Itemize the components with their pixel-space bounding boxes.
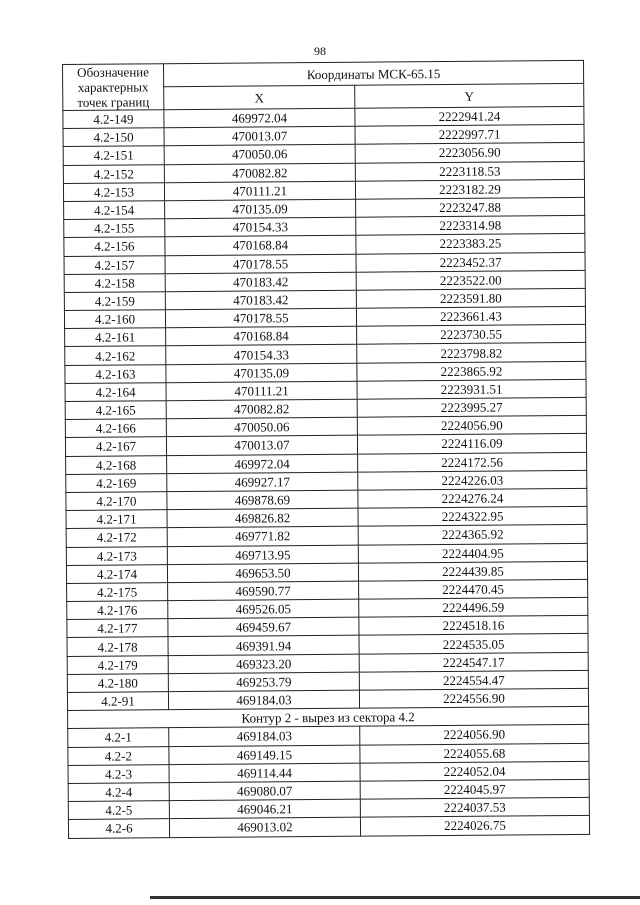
point-id-cell: 4.2-163	[65, 364, 166, 383]
y-value-cell: 2223056.90	[355, 143, 584, 163]
x-value-cell: 469713.95	[167, 545, 358, 565]
x-value-cell: 470135.09	[165, 199, 356, 219]
y-value-cell: 2224556.90	[359, 688, 588, 708]
x-value-cell: 469253.79	[168, 672, 359, 692]
x-value-cell: 470050.06	[164, 145, 355, 165]
x-value-cell: 469653.50	[167, 563, 358, 583]
point-id-cell: 4.2-165	[65, 401, 166, 420]
x-value-cell: 469826.82	[167, 508, 358, 528]
x-value-cell: 469771.82	[167, 527, 358, 547]
point-id-cell: 4.2-160	[64, 310, 165, 329]
page-number: 98	[314, 44, 326, 58]
point-id-cell: 4.2-176	[67, 601, 168, 620]
table-row	[68, 816, 589, 838]
point-id-cell: 4.2-3	[68, 764, 169, 783]
point-id-cell: 4.2-1	[68, 728, 169, 747]
point-id-cell: 4.2-169	[66, 473, 167, 492]
x-value-cell: 469927.17	[167, 472, 358, 492]
y-value-cell: 2224547.17	[359, 652, 588, 672]
y-value-cell: 2224535.05	[359, 634, 588, 654]
x-value-cell: 469391.94	[168, 636, 359, 656]
y-value-cell: 2224026.75	[360, 816, 589, 836]
y-value-cell: 2222997.71	[355, 125, 584, 145]
x-value-cell: 470154.33	[166, 345, 357, 365]
point-id-cell: 4.2-5	[68, 801, 169, 820]
y-value-cell: 2223522.00	[356, 270, 585, 290]
point-id-cell: 4.2-168	[66, 455, 167, 474]
y-value-cell: 2224365.92	[358, 525, 587, 545]
x-column-header: X	[164, 85, 355, 109]
point-id-cell: 4.2-157	[64, 255, 165, 274]
point-id-cell: 4.2-177	[67, 619, 168, 638]
x-value-cell: 469590.77	[168, 581, 359, 601]
x-value-cell: 470050.06	[166, 417, 357, 437]
coordinates-group-header: Координаты МСК-65.15	[164, 60, 584, 86]
x-value-cell: 469972.04	[167, 454, 358, 474]
point-id-cell: 4.2-4	[68, 783, 169, 802]
x-value-cell: 470178.55	[165, 308, 356, 328]
point-id-cell: 4.2-149	[63, 110, 164, 129]
point-id-cell: 4.2-175	[67, 583, 168, 602]
point-id-cell: 4.2-155	[64, 219, 165, 238]
point-id-cell: 4.2-91	[67, 692, 168, 711]
y-value-cell: 2223661.43	[356, 306, 585, 326]
x-value-cell: 470111.21	[164, 181, 355, 201]
x-value-cell: 470135.09	[166, 363, 357, 383]
point-id-cell: 4.2-164	[65, 383, 166, 402]
section-title: Контур 2 - вырез из сектора 4.2	[68, 707, 589, 729]
x-value-cell: 469184.03	[168, 690, 359, 710]
x-value-cell: 470178.55	[165, 254, 356, 274]
y-value-cell: 2223931.51	[357, 379, 586, 399]
x-value-cell: 470168.84	[166, 326, 357, 346]
point-id-cell: 4.2-166	[65, 419, 166, 438]
point-id-cell: 4.2-172	[66, 528, 167, 547]
x-value-cell: 469526.05	[168, 599, 359, 619]
y-value-cell: 2224116.09	[357, 434, 586, 454]
x-value-cell: 469459.67	[168, 617, 359, 637]
section-rows	[68, 725, 590, 838]
y-value-cell: 2223452.37	[356, 252, 585, 272]
y-value-cell: 2224052.04	[360, 761, 589, 781]
point-id-cell: 4.2-174	[66, 564, 167, 583]
coordinates-table	[62, 60, 590, 839]
point-id-cell: 4.2-153	[63, 182, 164, 201]
y-value-cell: 2224037.53	[360, 798, 589, 818]
main-rows	[63, 106, 589, 710]
y-value-cell: 2224056.90	[357, 416, 586, 436]
point-id-cell: 4.2-180	[67, 673, 168, 692]
y-value-cell: 2223314.98	[356, 216, 585, 236]
x-value-cell: 470168.84	[165, 236, 356, 256]
y-column-header: Y	[355, 83, 584, 108]
y-value-cell: 2224056.90	[360, 725, 589, 745]
y-value-cell: 2224439.85	[358, 561, 587, 581]
x-value-cell: 469080.07	[169, 781, 360, 801]
y-value-cell: 2224322.95	[358, 507, 587, 527]
y-value-cell: 2223730.55	[357, 325, 586, 345]
point-id-cell: 4.2-167	[65, 437, 166, 456]
y-value-cell: 2224554.47	[359, 670, 588, 690]
point-id-cell: 4.2-159	[64, 292, 165, 311]
x-value-cell: 469184.03	[169, 727, 360, 747]
x-value-cell: 469878.69	[167, 490, 358, 510]
point-id-cell: 4.2-158	[64, 273, 165, 292]
point-label-header: Обозначение характерных точек границ	[63, 64, 164, 111]
x-value-cell: 470082.82	[166, 399, 357, 419]
x-value-cell: 470154.33	[165, 217, 356, 237]
x-value-cell: 469149.15	[169, 745, 360, 765]
point-id-cell: 4.2-171	[66, 510, 167, 529]
x-value-cell: 470082.82	[164, 163, 355, 183]
point-id-cell: 4.2-2	[68, 746, 169, 765]
x-value-cell: 470183.42	[165, 272, 356, 292]
point-id-cell: 4.2-179	[67, 655, 168, 674]
x-value-cell: 469013.02	[169, 817, 360, 837]
x-value-cell: 469046.21	[169, 799, 360, 819]
point-id-cell: 4.2-156	[64, 237, 165, 256]
x-value-cell: 469323.20	[168, 654, 359, 674]
point-id-cell: 4.2-161	[65, 328, 166, 347]
y-value-cell: 2224172.56	[358, 452, 587, 472]
y-value-cell: 2223995.27	[357, 397, 586, 417]
y-value-cell: 2224226.03	[358, 470, 587, 490]
y-value-cell: 2224045.97	[360, 779, 589, 799]
x-value-cell: 469972.04	[164, 108, 355, 128]
y-value-cell: 2224518.16	[359, 616, 588, 636]
point-id-cell: 4.2-151	[63, 146, 164, 165]
point-id-cell: 4.2-150	[63, 128, 164, 147]
x-value-cell: 470111.21	[166, 381, 357, 401]
y-value-cell: 2223182.29	[355, 179, 584, 199]
point-id-cell: 4.2-170	[66, 492, 167, 511]
y-value-cell: 2223798.82	[357, 343, 586, 363]
x-value-cell: 469114.44	[169, 763, 360, 783]
y-value-cell: 2223118.53	[355, 161, 584, 181]
page-bottom-border	[150, 896, 640, 899]
y-value-cell: 2224055.68	[360, 743, 589, 763]
point-id-cell: 4.2-152	[63, 164, 164, 183]
y-value-cell: 2223383.25	[356, 234, 585, 254]
y-value-cell: 2223591.80	[356, 288, 585, 308]
point-id-cell: 4.2-6	[68, 819, 169, 838]
y-value-cell: 2224404.95	[358, 543, 587, 563]
y-value-cell: 2224470.45	[359, 579, 588, 599]
y-value-cell: 2223865.92	[357, 361, 586, 381]
y-value-cell: 2222941.24	[355, 106, 584, 126]
x-value-cell: 470013.07	[164, 126, 355, 146]
y-value-cell: 2223247.88	[356, 197, 585, 217]
x-value-cell: 470183.42	[165, 290, 356, 310]
point-id-cell: 4.2-162	[65, 346, 166, 365]
y-value-cell: 2224276.24	[358, 488, 587, 508]
x-value-cell: 470013.07	[166, 436, 357, 456]
y-value-cell: 2224496.59	[359, 597, 588, 617]
point-id-cell: 4.2-173	[66, 546, 167, 565]
point-id-cell: 4.2-178	[67, 637, 168, 656]
point-id-cell: 4.2-154	[64, 201, 165, 220]
